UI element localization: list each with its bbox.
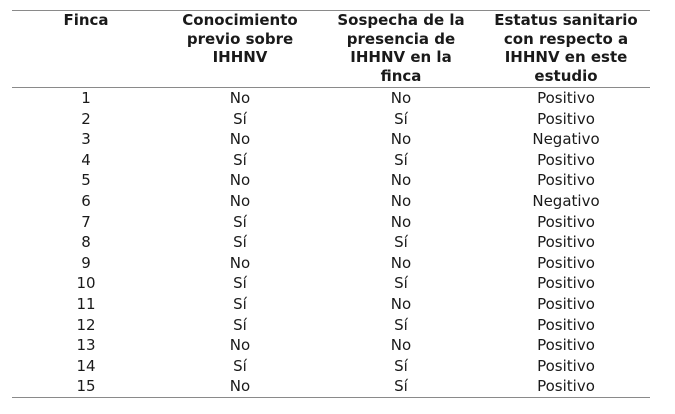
table-row	[12, 88, 650, 109]
cell-estatus: Positivo	[537, 212, 595, 231]
cell-finca: 2	[81, 109, 91, 128]
header-line: IHHNV en este	[504, 48, 628, 66]
cell-estatus: Positivo	[537, 377, 595, 396]
header-sospecha	[320, 11, 482, 88]
cell-estatus: Negativo	[532, 130, 600, 149]
header-row	[12, 11, 650, 88]
cell-conocimiento: Sí	[233, 150, 247, 169]
cell-conocimiento: Sí	[233, 294, 247, 313]
cell-conocimiento: No	[229, 336, 251, 355]
cell-estatus: Positivo	[537, 89, 595, 107]
header-line: IHHNV	[212, 48, 268, 66]
cell-sospecha: No	[390, 212, 412, 231]
table-row	[12, 150, 650, 171]
cell-finca: 13	[76, 336, 96, 355]
table-row	[12, 356, 650, 377]
cell-finca: 11	[76, 294, 96, 313]
cell-estatus: Positivo	[537, 109, 595, 128]
cell-conocimiento: No	[229, 130, 251, 149]
table-row	[12, 253, 650, 274]
cell-conocimiento: No	[229, 191, 251, 210]
cell-sospecha: No	[390, 253, 412, 272]
cell-estatus: Positivo	[537, 253, 595, 272]
header-line: previo sobre	[186, 29, 294, 48]
cell-sospecha: No	[390, 89, 412, 107]
cell-sospecha: Sí	[394, 315, 408, 334]
header-line: Conocimiento	[182, 11, 298, 29]
cell-finca: 14	[76, 356, 96, 375]
cell-finca: 3	[81, 130, 91, 149]
cell-conocimiento: Sí	[233, 109, 247, 128]
cell-estatus: Positivo	[537, 315, 595, 334]
table-row	[12, 232, 650, 253]
cell-estatus: Positivo	[537, 150, 595, 169]
header-finca	[12, 11, 160, 88]
cell-conocimiento: Sí	[233, 233, 247, 252]
cell-estatus: Positivo	[537, 294, 595, 313]
cell-conocimiento: No	[229, 171, 251, 190]
cell-conocimiento: Sí	[233, 356, 247, 375]
header-estatus	[482, 11, 650, 88]
header-line: estudio	[534, 66, 598, 85]
header-line: IHHNV en la	[350, 48, 452, 66]
table-row	[12, 273, 650, 294]
header-line: presencia de	[346, 29, 456, 48]
cell-estatus: Positivo	[537, 356, 595, 375]
cell-conocimiento: No	[229, 253, 251, 272]
table-body	[12, 88, 650, 398]
cell-finca: 7	[81, 212, 91, 231]
cell-sospecha: No	[390, 191, 412, 210]
header-line: con respecto a	[503, 29, 629, 48]
table-row	[12, 170, 650, 191]
cell-sospecha: Sí	[394, 109, 408, 128]
table-row	[12, 129, 650, 150]
cell-conocimiento: No	[229, 89, 251, 107]
table-row	[12, 191, 650, 212]
cell-estatus: Positivo	[537, 274, 595, 293]
cell-sospecha: Sí	[394, 150, 408, 169]
table-row	[12, 315, 650, 336]
cell-estatus: Positivo	[537, 171, 595, 190]
header-line: Finca	[63, 11, 109, 29]
table-header	[12, 11, 650, 88]
table-row	[12, 109, 650, 130]
farm-status-table	[12, 10, 650, 398]
cell-finca: 10	[76, 274, 96, 293]
cell-conocimiento: No	[229, 377, 251, 396]
table-row	[12, 335, 650, 356]
cell-sospecha: No	[390, 130, 412, 149]
table-row	[12, 212, 650, 233]
header-line: finca	[380, 66, 422, 85]
cell-finca: 12	[76, 315, 96, 334]
cell-finca: 8	[81, 233, 91, 252]
table-row	[12, 294, 650, 315]
cell-conocimiento: Sí	[233, 315, 247, 334]
cell-sospecha: No	[390, 294, 412, 313]
cell-sospecha: No	[390, 171, 412, 190]
cell-finca: 9	[81, 253, 91, 272]
cell-estatus: Positivo	[537, 233, 595, 252]
cell-conocimiento: Sí	[233, 212, 247, 231]
cell-conocimiento: Sí	[233, 274, 247, 293]
data-table-container	[12, 10, 650, 398]
header-conocimiento	[160, 11, 320, 88]
cell-sospecha: Sí	[394, 377, 408, 396]
cell-sospecha: Sí	[394, 233, 408, 252]
cell-sospecha: No	[390, 336, 412, 355]
cell-estatus: Positivo	[537, 336, 595, 355]
cell-finca: 15	[76, 377, 96, 396]
cell-sospecha: Sí	[394, 356, 408, 375]
cell-estatus: Negativo	[532, 191, 600, 210]
cell-finca: 5	[81, 171, 91, 190]
header-line: Estatus sanitario	[494, 11, 638, 29]
header-line: Sospecha de la	[337, 11, 465, 29]
cell-finca: 1	[81, 89, 91, 107]
cell-finca: 6	[81, 191, 91, 210]
cell-sospecha: Sí	[394, 274, 408, 293]
table-row	[12, 376, 650, 397]
cell-finca: 4	[81, 150, 91, 169]
